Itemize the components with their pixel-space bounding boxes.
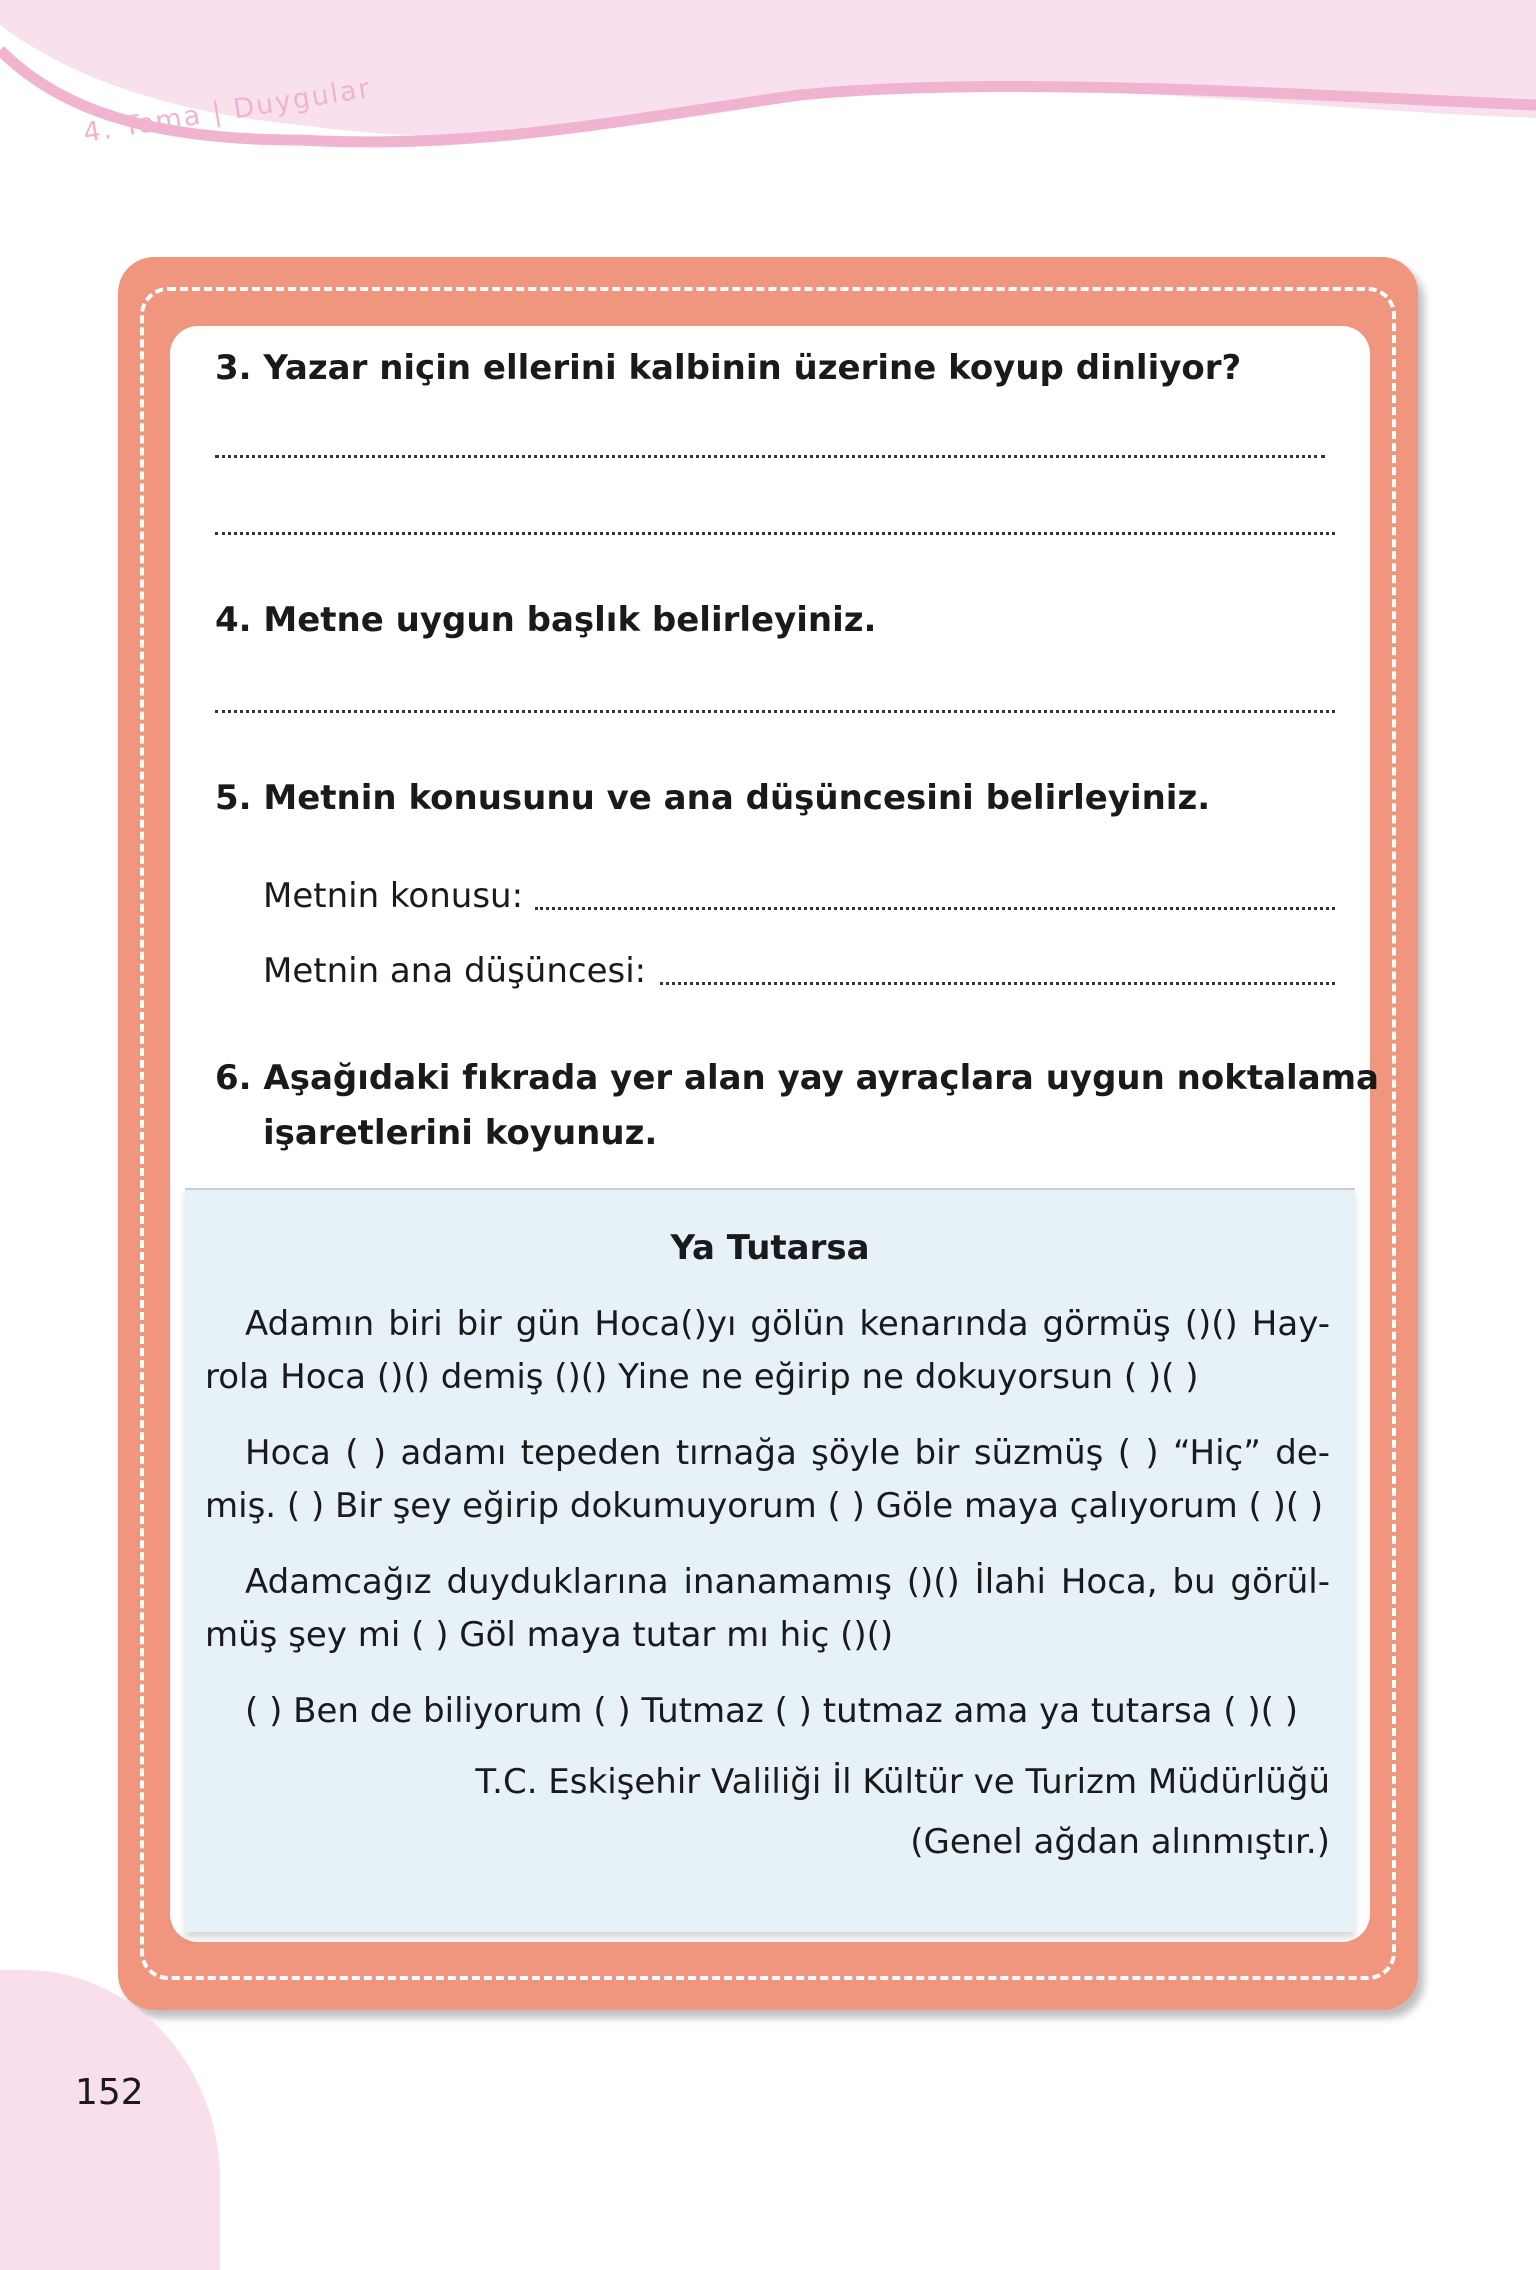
story-box — [185, 1188, 1355, 1932]
theme-label: 4. Tema | Duygular — [81, 72, 374, 149]
question-6-line1: 6. Aşağıdaki fıkrada yer alan yay ayraçlara uygun noktalama — [215, 1058, 1380, 1098]
answer-line-q3-1[interactable] — [215, 455, 1325, 458]
page-number: 152 — [75, 2072, 144, 2113]
story-paragraph: ( ) Ben de biliyorum ( ) Tutmaz ( ) tutmaz ama ya tutarsa ( )( ) — [245, 1691, 1298, 1731]
header-wave-decoration — [0, 0, 1536, 160]
story-title: Ya Tutarsa — [670, 1228, 870, 1268]
question-4: 4. Metne uygun başlık belirleyiniz. — [215, 600, 877, 640]
story-paragraph: Hoca ( ) adamı tepeden tırnağa şöyle bir süzmüş ( ) “Hiç” de-miş. ( ) Bir şey eğirip dokumuyorum ( ) Göle maya çalıyorum ( )( ) — [205, 1433, 1330, 1526]
question-6-line2: işaretlerini koyunuz. — [263, 1113, 658, 1153]
story-paragraph: Adamcağız duyduklarına inanamamış ()() İlahi Hoca, bu görül-müş şey mi ( ) Göl maya tutar mı hiç ()() — [205, 1562, 1330, 1655]
main-idea-label: Metnin ana düşüncesi: — [263, 951, 647, 991]
story-paragraph: Adamın biri bir gün Hoca()yı gölün kenarında görmüş ()() Hay-rola Hoca ()() demiş ()() Yine ne eğirip ne dokuyorsun ( )( ) — [205, 1304, 1330, 1397]
question-3: 3. Yazar niçin ellerini kalbinin üzerine koyup dinliyor? — [215, 348, 1242, 388]
question-5: 5. Metnin konusunu ve ana düşüncesini belirleyiniz. — [215, 778, 1211, 818]
answer-line-main-idea[interactable] — [660, 982, 1335, 985]
answer-line-q3-2[interactable] — [215, 532, 1335, 535]
story-source-note: (Genel ağdan alınmıştır.) — [910, 1822, 1330, 1862]
answer-line-topic[interactable] — [535, 907, 1335, 910]
topic-label: Metnin konusu: — [263, 876, 524, 916]
corner-decoration — [0, 1970, 220, 2270]
story-source: T.C. Eskişehir Valiliği İl Kültür ve Turizm Müdürlüğü — [475, 1762, 1330, 1802]
answer-line-q4[interactable] — [215, 710, 1335, 713]
